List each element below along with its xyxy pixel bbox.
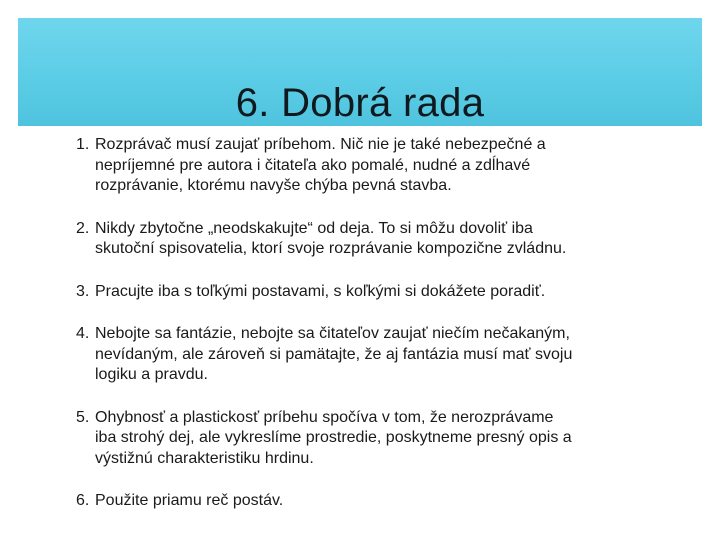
slide-title: 6. Dobrá rada [235, 80, 485, 125]
list-item [76, 491, 660, 512]
item-number: 3. [76, 282, 90, 300]
item-text-line: Ohybnosť a plastickosť príbehu spočíva v tom, že nerozprávame [95, 408, 554, 426]
list-item [76, 219, 660, 260]
item-text-line: iba strohý dej, ale vykreslíme prostredie, poskytneme presný opis a [95, 429, 572, 446]
item-text-line: Nebojte sa fantázie, nebojte sa čitateľov zaujať niečím nečakaným, [95, 325, 570, 342]
item-text-line: skutoční spisovatelia, ktorí svoje rozprávanie kompozične zvládnu. [95, 240, 567, 257]
item-text-line: nepríjemné pre autora i čitateľa ako pomalé, nudné a zdĺhavé [95, 156, 531, 174]
item-number: 4. [76, 325, 90, 342]
item-number: 6. [76, 492, 90, 509]
item-text-line: Rozprávač musí zaujať príbehom. Nič nie je také nebezpečné a [95, 136, 546, 153]
advice-list [76, 135, 660, 512]
item-text-line: rozprávanie, ktorému navyše chýba pevná stavba. [95, 177, 452, 194]
item-number: 1. [76, 136, 90, 153]
list-item [76, 408, 660, 470]
item-text-line: logiku a pravdu. [95, 366, 208, 383]
item-text-line: Použite priamu reč postáv. [95, 492, 284, 509]
item-text-line: výstižnú charakteristiku hrdinu. [95, 449, 314, 467]
item-number: 5. [76, 408, 90, 426]
item-text-line: nevídaným, ale zároveň si pamätajte, že aj fantázia musí mať svoju [95, 345, 573, 363]
list-item [76, 135, 660, 197]
list-item [76, 324, 660, 386]
item-number: 2. [76, 219, 90, 237]
item-text-line: Pracujte iba s toľkými postavami, s koľkými si dokážete poradiť. [95, 282, 546, 300]
list-item [76, 282, 660, 303]
item-text-line: Nikdy zbytočne „neodskakujte“ od deja. To si môžu dovoliť iba [95, 219, 533, 237]
